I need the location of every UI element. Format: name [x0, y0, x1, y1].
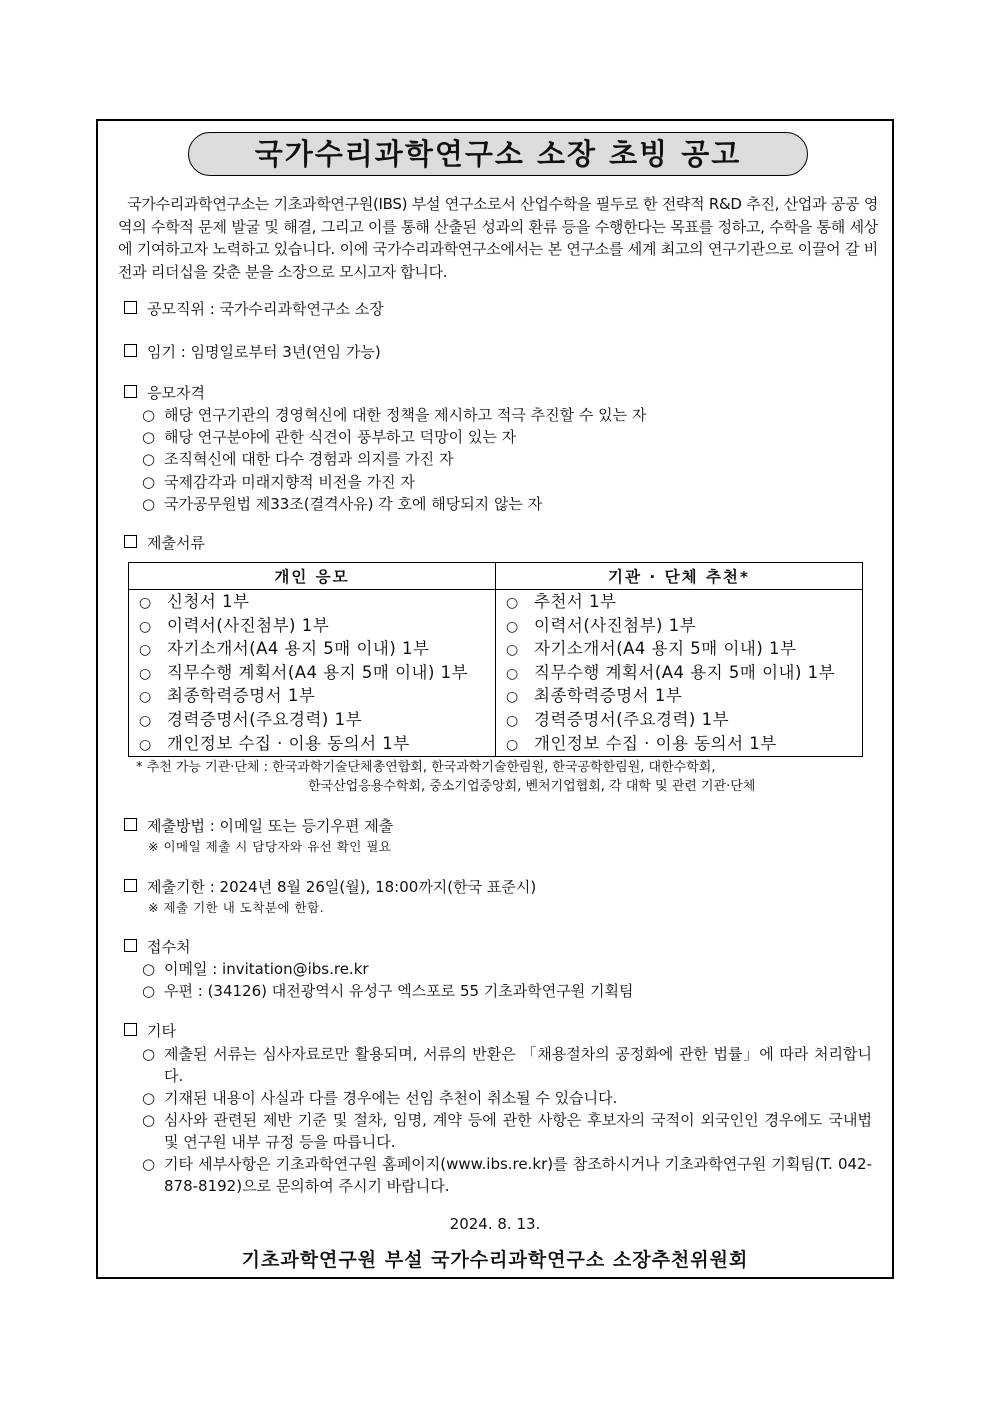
table-header-row — [129, 563, 863, 590]
footnote-line: * 추천 가능 기관·단체 : 한국과학기술단체총연합회, 한국과학기술한림원, 한국공학한림원, 대한수학회, — [136, 760, 716, 775]
list-item-text: 해당 연구기관의 경영혁신에 대한 정책을 제시하고 적극 추진할 수 있는 자 — [164, 406, 647, 424]
documents-table — [128, 562, 863, 757]
bullet-circle-icon: ○ — [506, 665, 519, 682]
method-text: 제출방법 : 이메일 또는 등기우편 제출 — [147, 817, 394, 835]
list-item-text: 이력서(사진첨부) 1부 — [167, 615, 330, 635]
bullet-circle-icon: ○ — [139, 689, 152, 706]
table-row — [129, 590, 863, 757]
list-item-text: 자기소개서(A4 용지 5매 이내) 1부 — [534, 639, 797, 659]
position-text: 공모직위 : 국가수리과학연구소 소장 — [147, 300, 384, 318]
list-item — [142, 493, 646, 515]
list-item-text: 직무수행 계획서(A4 용지 5매 이내) 1부 — [167, 662, 469, 682]
bullet-circle-icon: ○ — [139, 595, 152, 611]
list-item — [139, 615, 495, 639]
bullet-circle-icon: ○ — [142, 1045, 156, 1063]
list-item — [142, 1043, 872, 1087]
checkbox-square-icon — [124, 301, 137, 314]
bullet-circle-icon: ○ — [142, 1155, 156, 1173]
checkbox-square-icon — [124, 344, 137, 357]
list-item — [139, 591, 495, 615]
list-item-text: 경력증명서(주요경력) 1부 — [534, 709, 730, 729]
bullet-circle-icon: ○ — [142, 1111, 156, 1129]
bullet-circle-icon: ○ — [506, 618, 519, 635]
contact-email: 이메일 : invitation@ibs.re.kr — [164, 960, 369, 978]
list-item-text: 국제감각과 미래지향적 비전을 가진 자 — [164, 472, 415, 491]
list-item-text: 이력서(사진첨부) 1부 — [534, 615, 697, 635]
list-item — [139, 662, 495, 686]
list-item — [506, 615, 862, 639]
list-item — [506, 591, 862, 615]
list-item-text: 해당 연구분야에 관한 식견이 풍부하고 덕망이 있는 자 — [164, 428, 517, 447]
bullet-circle-icon: ○ — [142, 960, 156, 978]
term-section — [124, 341, 381, 363]
term-text: 임기 : 임명일로부터 3년(연임 가능) — [147, 343, 381, 361]
other-heading — [124, 1020, 176, 1042]
list-item-text: 기재된 내용이 사실과 다를 경우에는 선임 추천이 취소될 수 있습니다. — [164, 1089, 618, 1107]
list-item — [142, 1109, 872, 1153]
other-list — [142, 1043, 872, 1197]
issuer-name: 기초과학연구원 부설 국가수리과학연구소 소장추천위원회 — [241, 1249, 749, 1271]
list-item — [142, 1087, 872, 1109]
list-item-text: 조직혁신에 대한 다수 경험과 의지를 가진 자 — [164, 450, 454, 469]
list-item — [506, 638, 862, 662]
list-item — [142, 448, 646, 470]
list-item — [139, 638, 495, 662]
list-item-text: 개인정보 수집 · 이용 동의서 1부 — [167, 733, 410, 753]
intro-text: 국가수리과학연구소는 기초과학연구원(IBS) 부설 연구소로서 산업수학을 필두로 한 전략적 R&D 추진, 산업과 공공 영역의 수학적 문제 발굴 및 해결, 그리고 이를 통해 산출된 성과의 환류 등을 수행한다는 목표를 정하고, 수학을 통해 세상에 기여하고자 노력하고 있습니다. 이에 국가수리과학연구소에서는 본 연구소를 세계 최고의 연구기관으로 이끌어 갈 비전과 리더십을 갖춘 분을 소장으로 모시고자 합니다. — [118, 195, 879, 281]
list-item-text: 제출된 서류는 심사자료로만 활용되며, 서류의 반환은 「채용절차의 공정화에 관한 법률」에 따라 처리합니다. — [164, 1045, 872, 1085]
page-title: 국가수리과학연구소 소장 초빙 공고 — [188, 132, 808, 176]
list-item — [142, 471, 646, 493]
other-heading-text: 기타 — [147, 1022, 176, 1040]
list-item-text: 최종학력증명서 1부 — [167, 686, 316, 706]
list-item — [506, 685, 862, 709]
list-item — [139, 733, 495, 757]
qualification-heading — [124, 382, 205, 404]
list-item-text: 최종학력증명서 1부 — [534, 686, 683, 706]
list-item — [139, 709, 495, 733]
bullet-circle-icon: ○ — [142, 982, 156, 1001]
checkbox-square-icon — [124, 385, 137, 398]
contact-heading — [124, 936, 190, 958]
footnote-line: 한국산업응용수학회, 중소기업중앙회, 벤처기업협회, 각 대학 및 관련 기관·단체 — [308, 779, 756, 794]
bullet-circle-icon: ○ — [506, 595, 519, 611]
checkbox-square-icon — [124, 939, 137, 952]
documents-heading-text: 제출서류 — [147, 534, 205, 552]
institution-documents-cell — [496, 590, 863, 757]
bullet-circle-icon: ○ — [142, 406, 156, 424]
bullet-circle-icon: ○ — [142, 472, 156, 491]
deadline-section — [124, 876, 536, 898]
contact-post: 우편 : (34126) 대전광역시 유성구 엑스포로 55 기초과학연구원 기획팀 — [164, 982, 634, 1001]
list-item-text: 직무수행 계획서(A4 용지 5매 이내) 1부 — [534, 662, 836, 682]
intro-paragraph — [118, 193, 878, 283]
qualification-heading-text: 응모자격 — [147, 384, 205, 402]
recommendation-footnote — [136, 758, 755, 796]
documents-heading — [124, 532, 205, 554]
deadline-note: ※ 제출 기한 내 도착분에 한함. — [148, 900, 325, 915]
list-item-text: 경력증명서(주요경력) 1부 — [167, 709, 363, 729]
bullet-circle-icon: ○ — [139, 712, 152, 729]
qualification-list — [142, 404, 646, 515]
bullet-circle-icon: ○ — [139, 642, 152, 659]
list-item — [139, 685, 495, 709]
list-item — [142, 1153, 872, 1197]
list-item — [142, 980, 633, 1002]
checkbox-square-icon — [124, 1023, 137, 1036]
list-item — [506, 733, 862, 757]
bullet-circle-icon: ○ — [142, 494, 156, 513]
checkbox-square-icon — [124, 879, 137, 892]
bullet-circle-icon: ○ — [142, 1089, 156, 1107]
list-item — [142, 958, 633, 980]
notice-frame — [96, 119, 894, 1279]
contact-heading-text: 접수처 — [147, 938, 191, 956]
list-item-text: 추천서 1부 — [534, 592, 617, 611]
list-item-text: 개인정보 수집 · 이용 동의서 1부 — [534, 733, 777, 753]
bullet-circle-icon: ○ — [506, 712, 519, 729]
list-item-text: 신청서 1부 — [167, 592, 250, 611]
bullet-circle-icon: ○ — [142, 428, 156, 447]
list-item-text: 자기소개서(A4 용지 5매 이내) 1부 — [167, 639, 430, 659]
list-item — [142, 404, 646, 426]
bullet-circle-icon: ○ — [139, 736, 152, 753]
table-header-individual: 개인 응모 — [129, 563, 496, 590]
list-item — [506, 709, 862, 733]
bullet-circle-icon: ○ — [506, 736, 519, 753]
list-item-text: 국가공무원법 제33조(결격사유) 각 호에 해당되지 않는 자 — [164, 494, 543, 513]
table-header-institution: 기관 · 단체 추천* — [496, 563, 863, 590]
bullet-circle-icon: ○ — [139, 618, 152, 635]
list-item — [506, 662, 862, 686]
method-section — [124, 815, 393, 837]
list-item — [142, 426, 646, 448]
method-note: ※ 이메일 제출 시 담당자와 유선 확인 필요 — [148, 839, 392, 854]
bullet-circle-icon: ○ — [139, 665, 152, 682]
list-item-text: 심사와 관련된 제반 기준 및 절차, 임명, 계약 등에 관한 사항은 후보자의 국적이 외국인인 경우에도 국내법 및 연구원 내부 규정 등을 따릅니다. — [164, 1111, 872, 1151]
individual-documents-cell — [129, 590, 496, 757]
checkbox-square-icon — [124, 535, 137, 548]
deadline-text: 제출기한 : 2024년 8월 26일(월), 18:00까지(한국 표준시) — [147, 878, 537, 896]
bullet-circle-icon: ○ — [506, 642, 519, 659]
checkbox-square-icon — [124, 818, 137, 831]
contact-list — [142, 958, 633, 1002]
bullet-circle-icon: ○ — [142, 450, 156, 469]
bullet-circle-icon: ○ — [506, 689, 519, 706]
notice-date: 2024. 8. 13. — [449, 1215, 541, 1233]
list-item-text: 기타 세부사항은 기초과학연구원 홈페이지(www.ibs.re.kr)를 참조하시거나 기초과학연구원 기획팀(T. 042-878-8192)으로 문의하여 주시기 바랍니다. — [164, 1155, 872, 1195]
position-section — [124, 298, 384, 320]
